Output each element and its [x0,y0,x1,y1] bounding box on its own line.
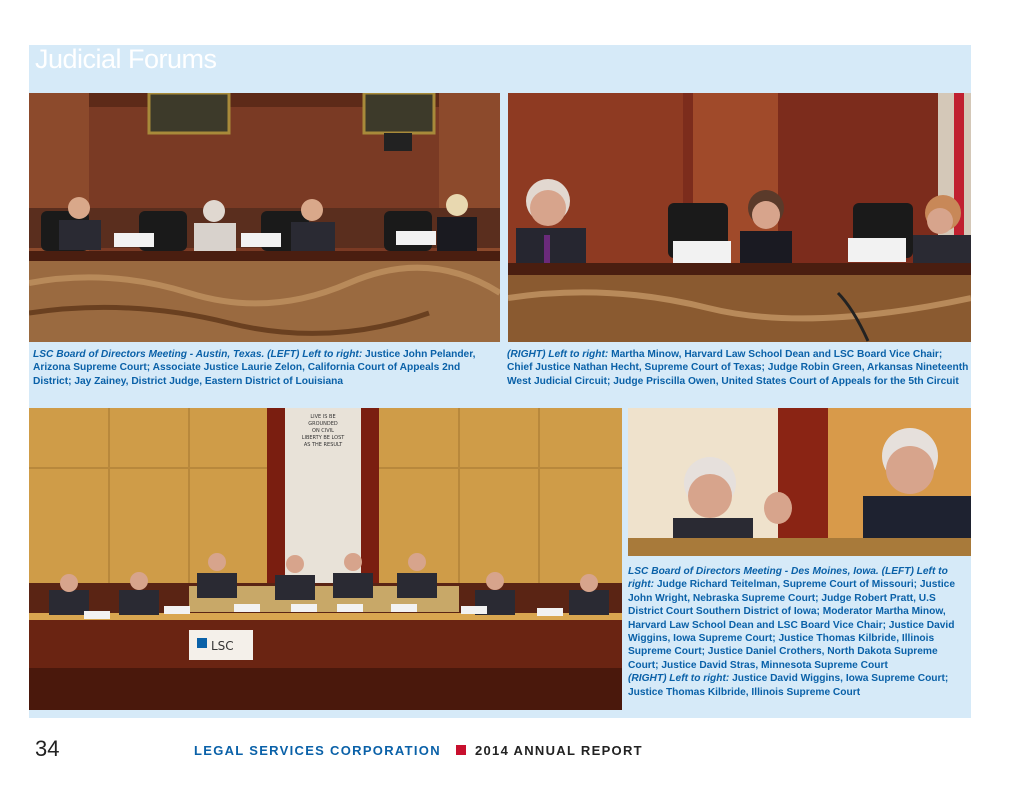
podium-logo: LSC [211,639,234,653]
caption-text: Judge Richard Teitelman, Supreme Court of Missouri; Justice John Wright, Nebraska Supreme Court; Judge Robert Pratt, U.S District Court Southern District of Iowa; Moderator Martha Minow, Harvard Law School Dean and LSC Board Vice Chair; Justice David Wiggins, Iowa Supreme Court; Justice Thomas Kilbride, Illinois Supreme Court; Justice Daniel Crothers, North Dakota Supreme Court; Justice David Stras, Minnesota Supreme Court [628,579,955,671]
footer-org-name: LEGAL SERVICES CORPORATION [194,743,441,758]
photo-desmoines-left [29,408,622,710]
caption-text: Martha Minow, Harvard Law School Dean and LSC Board Vice Chair; Chief Justice Nathan Hecht, Supreme Court of Texas; Judge Robin Green, Arkansas Nineteenth West Judicial Circuit; Judge Priscilla Owen, United States Court of Appeals for the 5th Circuit [507,349,969,387]
photo-austin-right [508,93,971,342]
page-number: 34 [35,736,60,761]
caption-lead: LSC Board of Directors Meeting - Des Moines, Iowa. (LEFT) Left to right: [628,566,948,591]
caption-lead: (RIGHT) Left to right: [507,349,609,360]
page-title: Judicial Forums [35,44,217,74]
caption-text: Justice John Pelander, Arizona Supreme Court; Associate Justice Laurie Zelon, California Court of Appeals 2nd District; Jay Zainey, District Judge, Eastern District of Louisiana [33,349,476,387]
footer-report-name: 2014 ANNUAL REPORT [475,743,643,758]
caption-lead-2: (RIGHT) Left to right: [628,673,730,685]
footer-separator-square [456,745,466,755]
caption-austin-right [507,348,969,388]
caption-lead: LSC Board of Directors Meeting - Austin, Texas. (LEFT) Left to right: [33,349,363,360]
photo-desmoines-right [628,408,971,556]
photo-austin-left [29,93,500,342]
caption-austin-left [33,348,483,388]
wall-inscription: LIVE IS BE GROUNDED ON CIVIL LIBERTY BE LOST AS THE RESULT [301,414,345,448]
caption-desmoines [628,565,968,699]
caption-text-2: Justice David Wiggins, Iowa Supreme Court; Justice Thomas Kilbride, Illinois Supreme Court [628,673,949,698]
